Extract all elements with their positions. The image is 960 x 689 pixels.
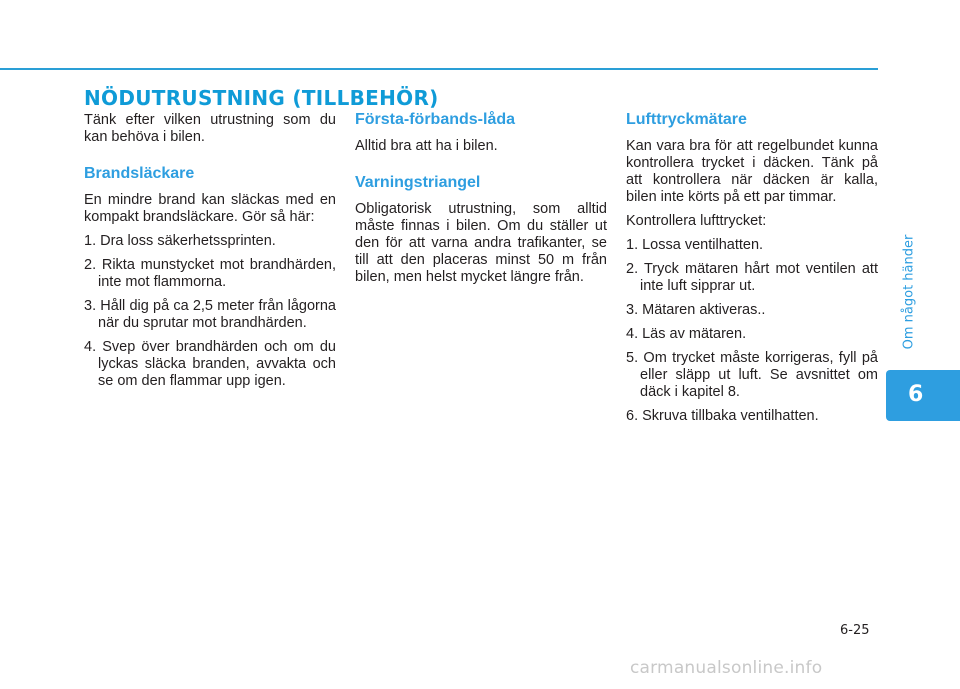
- chapter-side-label-text: Om något händer: [901, 234, 917, 350]
- intro-text: Tänk efter vilken utrustning som du kan behöva i bilen.: [84, 112, 336, 145]
- forsta-text: Alltid bra att ha i bilen.: [355, 138, 498, 154]
- list-item: 2. Tryck mätaren hårt mot ventilen att inte luft sipprar ut.: [626, 261, 878, 294]
- column-left: [84, 112, 336, 397]
- heading-forsta-forbands-lada: Första-förbands-låda: [355, 111, 516, 128]
- column-middle: [355, 110, 607, 293]
- heading-brandslackare: Brandsläckare: [84, 165, 195, 182]
- list-item: 1. Dra loss säkerhetssprinten.: [84, 233, 276, 249]
- list-item: 5. Om trycket måste korrigeras, fyll på eller släpp ut luft. Se avsnittet om däck i kapitel 8.: [626, 350, 878, 400]
- chapter-number: 6: [908, 382, 924, 407]
- list-item: 1. Lossa ventilhatten.: [626, 237, 764, 253]
- list-item: 3. Håll dig på ca 2,5 meter från lågorna när du sprutar mot brandhärden.: [84, 298, 336, 331]
- heading-lufttryckmatare: Lufttryckmätare: [626, 111, 747, 128]
- luft-steps: [626, 237, 878, 425]
- list-item: 4. Läs av mätaren.: [626, 326, 747, 342]
- brand-steps: [84, 233, 336, 390]
- list-item: 2. Rikta munstycket mot brandhärden, inte mot flammorna.: [84, 257, 336, 290]
- column-right: [626, 110, 878, 432]
- watermark: carmanualsonline.info: [630, 658, 823, 678]
- header-rule: [0, 68, 878, 70]
- brand-text: En mindre brand kan släckas med en kompakt brandsläckare. Gör så här:: [84, 192, 336, 225]
- chapter-tab[interactable]: [886, 370, 960, 421]
- varning-text: Obligatorisk utrustning, som alltid måste finnas i bilen. Om du ställer ut den för att varna andra trafikanter, se till att den placeras minst 50 m från bilen, men helst mycket längre från.: [355, 201, 607, 285]
- chapter-side-label: [896, 222, 922, 362]
- heading-varningstriangel: Varningstriangel: [355, 174, 481, 191]
- page-number: 6-25: [840, 623, 870, 638]
- section-title: NÖDUTRUSTNING (TILLBEHÖR): [84, 86, 439, 110]
- list-item: 6. Skruva tillbaka ventilhatten.: [626, 408, 819, 424]
- list-item: 4. Svep över brandhärden och om du lyckas släcka branden, avvakta och se om den flammar upp igen.: [84, 339, 336, 389]
- list-item: 3. Mätaren aktiveras..: [626, 302, 766, 318]
- luft-text: Kan vara bra för att regelbundet kunna kontrollera trycket i däcken. Tänk på att kontrollera när däcken är kalla, bilen inte körts på ett par timmar.: [626, 138, 878, 205]
- luft-subtext: Kontrollera lufttrycket:: [626, 213, 767, 229]
